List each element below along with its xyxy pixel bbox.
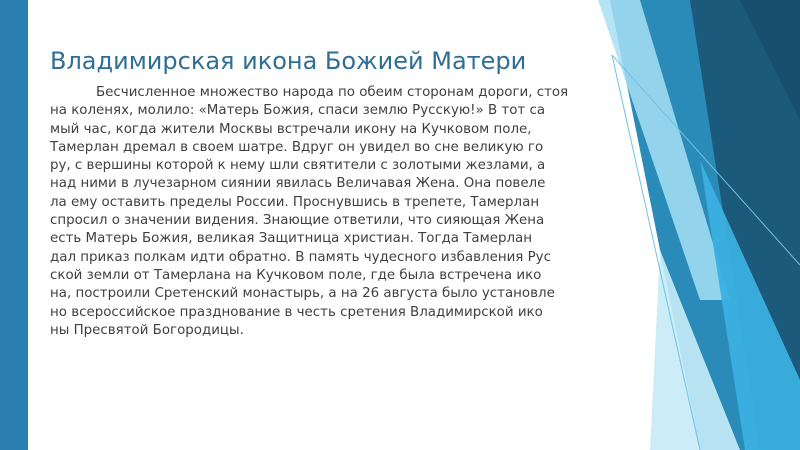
text-line: есть Матерь Божия, великая Защитница христиан. Тогда Тамерлан xyxy=(50,231,532,247)
text-line: но всероссийское празднование в честь сретения Владимирской ико xyxy=(50,304,543,320)
text-line: ру, с вершины которой к нему шли святители с золотыми жезлами, а xyxy=(50,158,546,174)
text-line: спросил о значении видения. Знающие ответили, что сияющая Жена xyxy=(50,213,545,229)
text-line: на коленях, молило: «Матерь Божия, спаси землю Русскую!» В тот са xyxy=(50,103,546,119)
text-line: дал приказ полкам идти обратно. В память чудесного избавления Рус xyxy=(50,249,551,265)
text-line: ла ему оставить пределы России. Проснувшись в трепете, Тамерлан xyxy=(50,194,540,210)
text-line: Тамерлан дремал в своем шатре. Вдруг он увидел во сне великую го xyxy=(50,139,544,155)
text-line: ской земли от Тамерлана на Кучковом поле, где была встречена ико xyxy=(50,267,542,283)
text-line: Бесчисленное множество народа по обеим сторонам дороги, стоя xyxy=(96,85,569,100)
slide-title: Владимирская икона Божией Матери xyxy=(50,47,527,75)
text-line: над ними в лучезарном сиянии явилась Величавая Жена. Она повеле xyxy=(50,176,546,192)
text-line: ны Пресвятой Богородицы. xyxy=(50,322,244,338)
text-line: на, построили Сретенский монастырь, а на 26 августа было установле xyxy=(50,286,555,302)
slide-body-text xyxy=(50,84,605,340)
text-line: мый час, когда жители Москвы встречали икону на Кучковом поле, xyxy=(50,121,532,137)
left-accent-strip xyxy=(0,0,28,450)
